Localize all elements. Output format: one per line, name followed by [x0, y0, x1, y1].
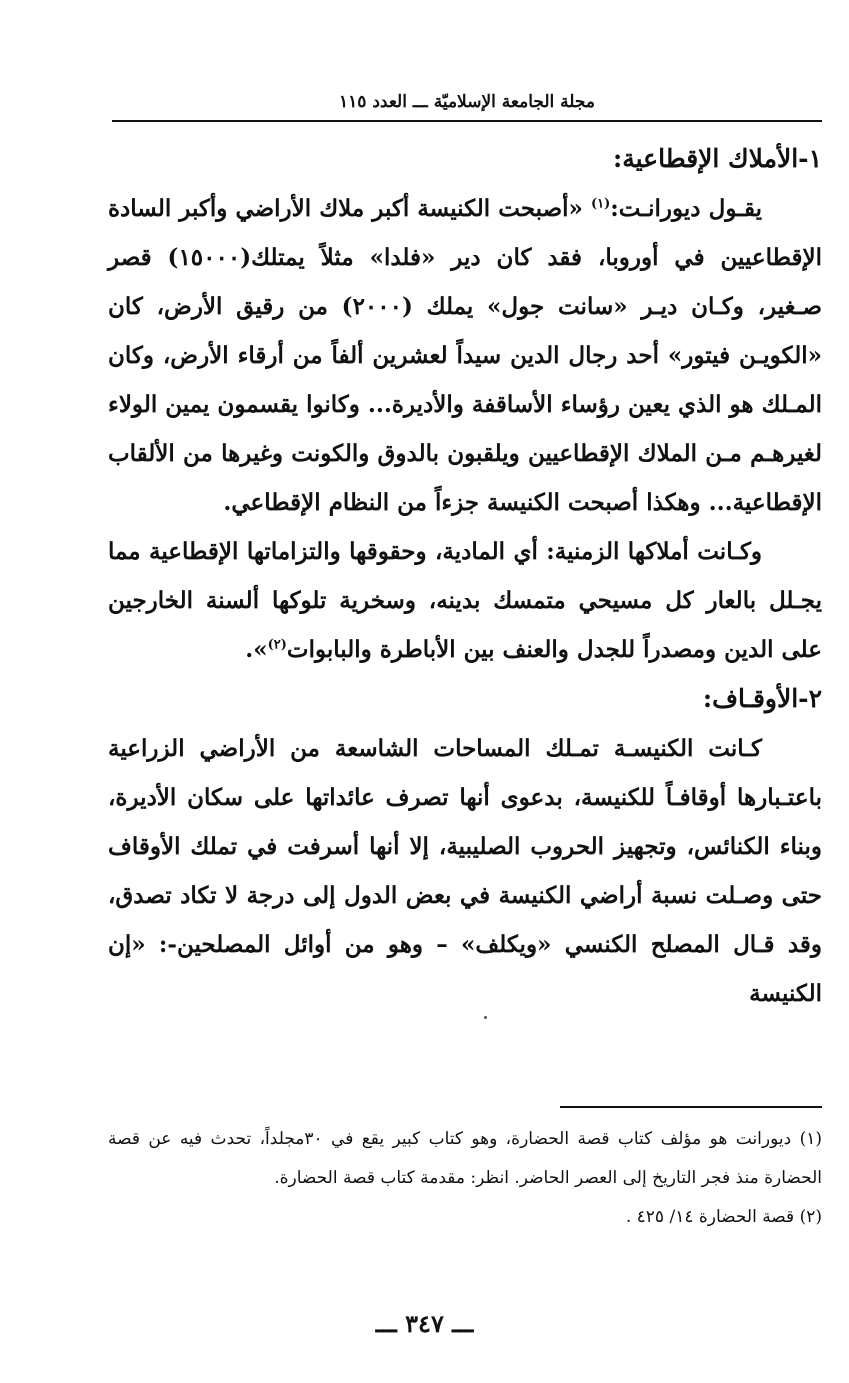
section-heading-endowments: ٢-الأوقـاف:	[702, 684, 822, 713]
paragraph-text: يقـول ديورانـت:	[610, 195, 762, 222]
paragraph-text: وكـانت أملاكها الزمنية: أي المادية، وحقوقها والتزاماتها الإقطاعية مما يجـلل بالعار كل مسيحي متمسك بدينه، وسخرية تلوكها ألسنة الخارجين على الدين ومصدراً للجدل والعنف بين الأباطرة والبابوات	[108, 538, 822, 663]
page-number: ـــ ٣٤٧ ـــ	[375, 1309, 474, 1338]
running-header: مجلة الجامعة الإسلاميّة ـــ العدد ١١٥	[339, 92, 595, 112]
scan-speck	[484, 1016, 487, 1019]
footnote-2: (٢) قصة الحضارة ١٤/ ٤٢٥ .	[625, 1207, 822, 1227]
paragraph-text: كـانت الكنيسـة تمـلك المساحات الشاسعة من الأراضي الزراعية باعتـبارها أوقافـاً للكنيسة، بدعوى أنها تصرف عائداتها على سكان الأديرة، وبناء الكنائس، وتجهيز الحروب الصليبية، إلا أنها أسرفت في تملك الأوقاف حتى وصـلت نسبة أراضي الكنيسة في بعض الدول إلى درجة لا تكاد تصدق، وقد قـال المصلح الكنسي «ويكلف» – وهو من أوائل المصلحين-: «إن الكنيسة	[108, 735, 822, 1007]
paragraph-durant-quote	[108, 184, 822, 527]
paragraph-temporal-properties	[108, 527, 822, 674]
section-heading-feudal-properties: ١-الأملاك الإقطاعية:	[612, 144, 822, 173]
paragraph-endowments	[108, 724, 822, 1018]
header-rule	[112, 120, 822, 122]
footnote-ref-1[interactable]: (١)	[591, 196, 611, 212]
paragraph-text: ».	[245, 636, 268, 663]
footnote-1: (١) ديورانت هو مؤلف كتاب قصة الحضارة، وهو كتاب كبير يقع في ٣٠مجلداً، تحدث فيه عن قصة الحضارة منذ فجر التاريخ إلى العصر الحاضر. انظر: مقدمة كتاب قصة الحضارة.	[108, 1129, 822, 1188]
footnotes	[108, 1120, 822, 1237]
footnote-ref-2[interactable]: (٢)	[267, 637, 287, 653]
footnote-rule	[560, 1106, 822, 1108]
main-text	[108, 134, 822, 1018]
paragraph-text: «أصبحت الكنيسة أكبر ملاك الأراضي وأكبر السادة الإقطاعيين في أوروبا، فقد كان دير «فلدا» مثلاً يمتلك(١٥٠٠٠) قصر صـغير، وكـان ديـر «سانت جول» يملك (٢٠٠٠) من رقيق الأرض، كان «الكويـن فيتور» أحد رجال الدين سيداً لعشرين ألفاً من أرقاء الأرض، وكان المـلك هو الذي يعين رؤساء الأساقفة والأديرة... وكانوا يقسمون يمين الولاء لغيرهـم مـن الملاك الإقطاعيين ويلقبون بالدوق والكونت وغيرها من الألقاب الإقطاعية... وهكذا أصبحت الكنيسة جزءاً من النظام الإقطاعي.	[108, 195, 823, 516]
